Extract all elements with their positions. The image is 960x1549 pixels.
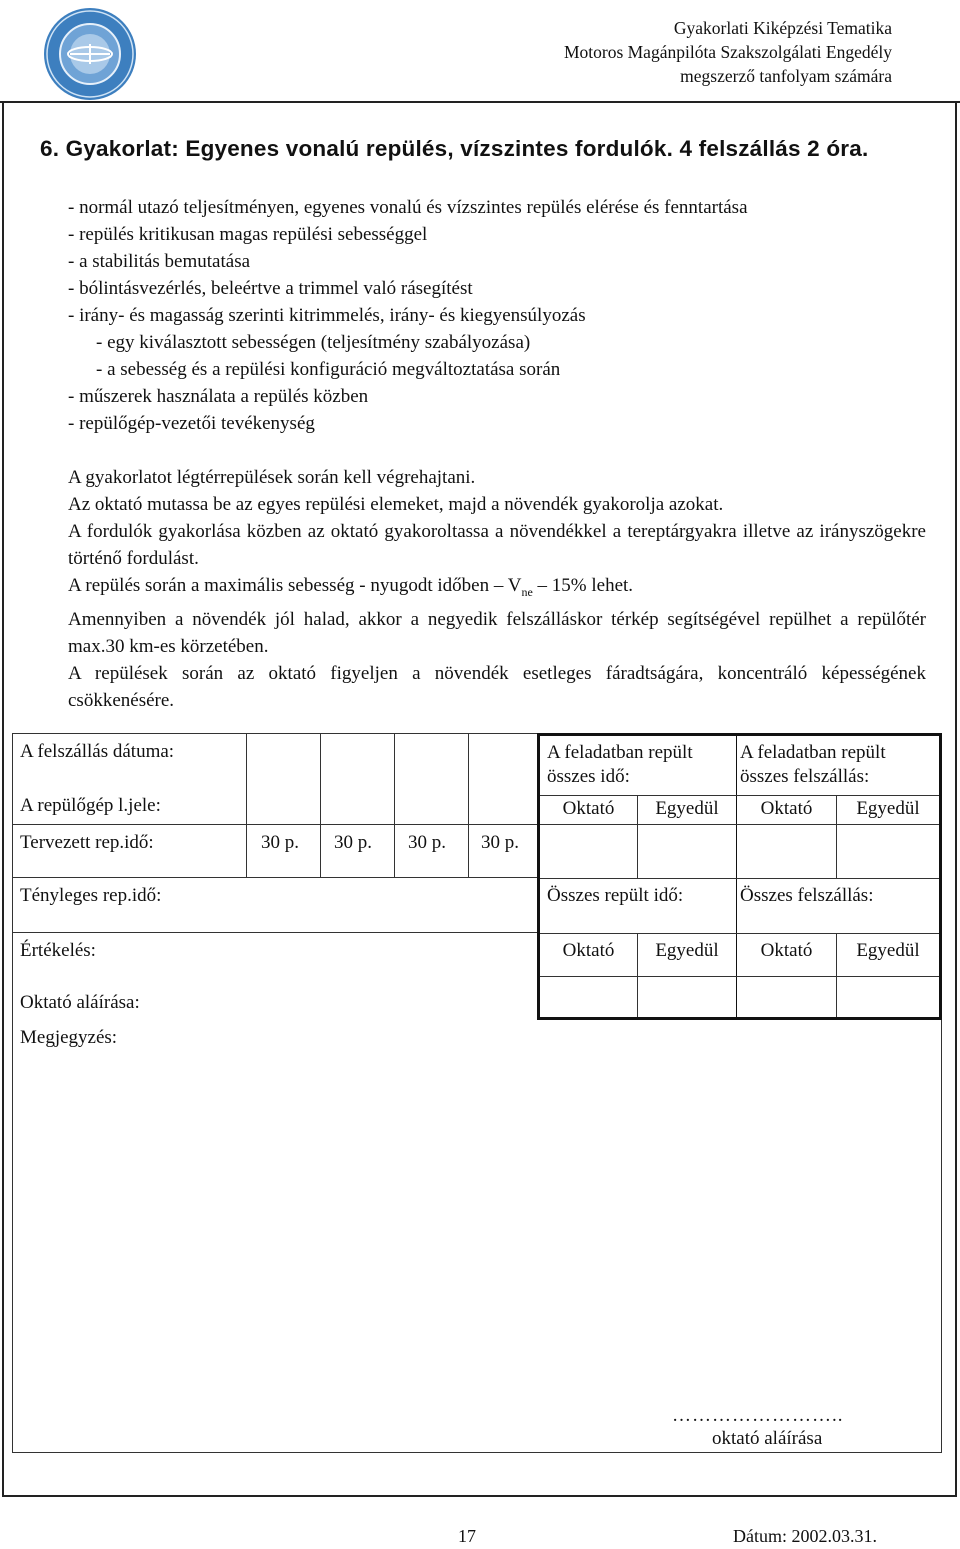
form-row-divider [12, 877, 538, 878]
instruction-paragraph: A fordulók gyakorlása közben az oktató gyakoroltassa a növendékkel a tereptárgyakra illetve az irányszögekre történő fordulást. [68, 521, 926, 569]
flight-column-divider [394, 733, 395, 878]
aircraft-registration-label: A repülőgép l.jele: [20, 795, 161, 816]
summary-row-divider [540, 795, 939, 796]
objective-item: - repülőgép-vezetői tevékenység [68, 413, 315, 434]
flight-date-label: A felszállás dátuma: [20, 741, 175, 762]
instruction-paragraph [68, 572, 926, 606]
total-landings-header: A feladatban repült összes felszállás: [740, 742, 886, 787]
summary-row-divider [540, 824, 939, 825]
header-line-1: Gyakorlati Kiképzési Tematika [673, 18, 892, 38]
flight-column-divider [246, 733, 247, 878]
summary-row-divider [540, 878, 939, 879]
objective-item: - egy kiválasztott sebességen (teljesítmény szabályozása) [96, 332, 531, 353]
instructor-signature-label: Oktató aláírása: [20, 992, 140, 1013]
document-date: Dátum: 2002.03.31. [733, 1526, 877, 1546]
solo-column-label: Egyedül [655, 798, 719, 819]
school-seal-icon [40, 4, 140, 104]
instructor-column-label: Oktató [760, 940, 813, 961]
instruction-paragraph: Az oktató mutassa be az egyes repülési elemeket, majd a növendék gyakorolja azokat. [68, 494, 724, 515]
summary-row-divider [540, 976, 939, 977]
objective-item: - irány- és magasság szerinti kitrimmelés, irány- és kiegyensúlyozás [68, 305, 586, 326]
page-number: 17 [458, 1526, 476, 1546]
solo-column-label: Egyedül [856, 940, 920, 961]
flight-column-divider [468, 733, 469, 878]
header-line-2: Motoros Magánpilóta Szakszolgálati Engedély [563, 42, 892, 62]
instructor-column-label: Oktató [562, 798, 615, 819]
planned-time-value: 30 p. [261, 832, 299, 853]
signature-caption: oktató aláírása [712, 1428, 823, 1449]
objective-list [68, 194, 748, 437]
flight-column-divider [320, 733, 321, 878]
instruction-paragraph: A repülések során az oktató figyeljen a növendék esetleges fáradtságára, koncentráló képességének csökkenésére. [68, 662, 926, 711]
form-row-divider [12, 824, 538, 825]
instructor-column-label: Oktató [760, 798, 813, 819]
document-header [564, 16, 892, 88]
instructor-column-label: Oktató [562, 940, 615, 961]
objective-item: - a sebesség és a repülési konfiguráció megváltoztatása során [96, 359, 561, 380]
speed-text-end: – 15% lehet. [532, 575, 634, 596]
speed-text: A repülés során a maximális sebesség - nyugodt időben – V [68, 575, 522, 596]
objective-item: - repülés kritikusan magas repülési sebességgel [68, 224, 428, 245]
instructions-text [68, 464, 926, 714]
total-landings-label: Összes felszállás: [740, 885, 874, 906]
form-bottom-border [12, 1452, 942, 1453]
solo-column-label: Egyedül [856, 798, 920, 819]
objective-item: - műszerek használata a repülés közben [68, 386, 369, 407]
solo-column-label: Egyedül [655, 940, 719, 961]
total-time-header: A feladatban repült összes idő: [547, 742, 693, 787]
objective-item: - normál utazó teljesítményen, egyenes vonalú és vízszintes repülés elérése és fenntartása [68, 197, 748, 218]
lesson-title: 6. Gyakorlat: Egyenes vonalú repülés, vízszintes fordulók. 4 felszállás 2 óra. [40, 136, 869, 161]
summary-row-divider [540, 933, 939, 934]
form-row-divider [12, 932, 538, 933]
total-flight-time-label: Összes repült idő: [547, 885, 684, 906]
objective-item: - bólintásvezérlés, beleértve a trimmel való rásegítést [68, 278, 473, 299]
signature-line: …………………….. [672, 1405, 844, 1426]
objective-item: - a stabilitás bemutatása [68, 251, 251, 272]
planned-time-label: Tervezett rep.idő: [20, 832, 154, 853]
speed-subscript: ne [521, 584, 533, 599]
actual-time-label: Tényleges rep.idő: [20, 885, 162, 906]
planned-time-value: 30 p. [481, 832, 519, 853]
planned-time-value: 30 p. [334, 832, 372, 853]
summary-table [537, 733, 942, 1020]
form-left-border [12, 733, 13, 1453]
evaluation-label: Értékelés: [20, 940, 96, 961]
planned-time-value: 30 p. [408, 832, 446, 853]
form-right-border [941, 1020, 942, 1453]
summary-column-divider [736, 736, 737, 1017]
instruction-paragraph: Amennyiben a növendék jól halad, akkor a negyedik felszálláskor térkép segítségével repülhet a repülőtér max.30 km-es körzetében. [68, 608, 926, 657]
remarks-label: Megjegyzés: [20, 1027, 118, 1048]
instruction-paragraph: A gyakorlatot légtérrepülések során kell végrehajtani. [68, 467, 476, 488]
form-top-border [12, 733, 538, 734]
header-line-3: megszerző tanfolyam számára [680, 66, 892, 86]
